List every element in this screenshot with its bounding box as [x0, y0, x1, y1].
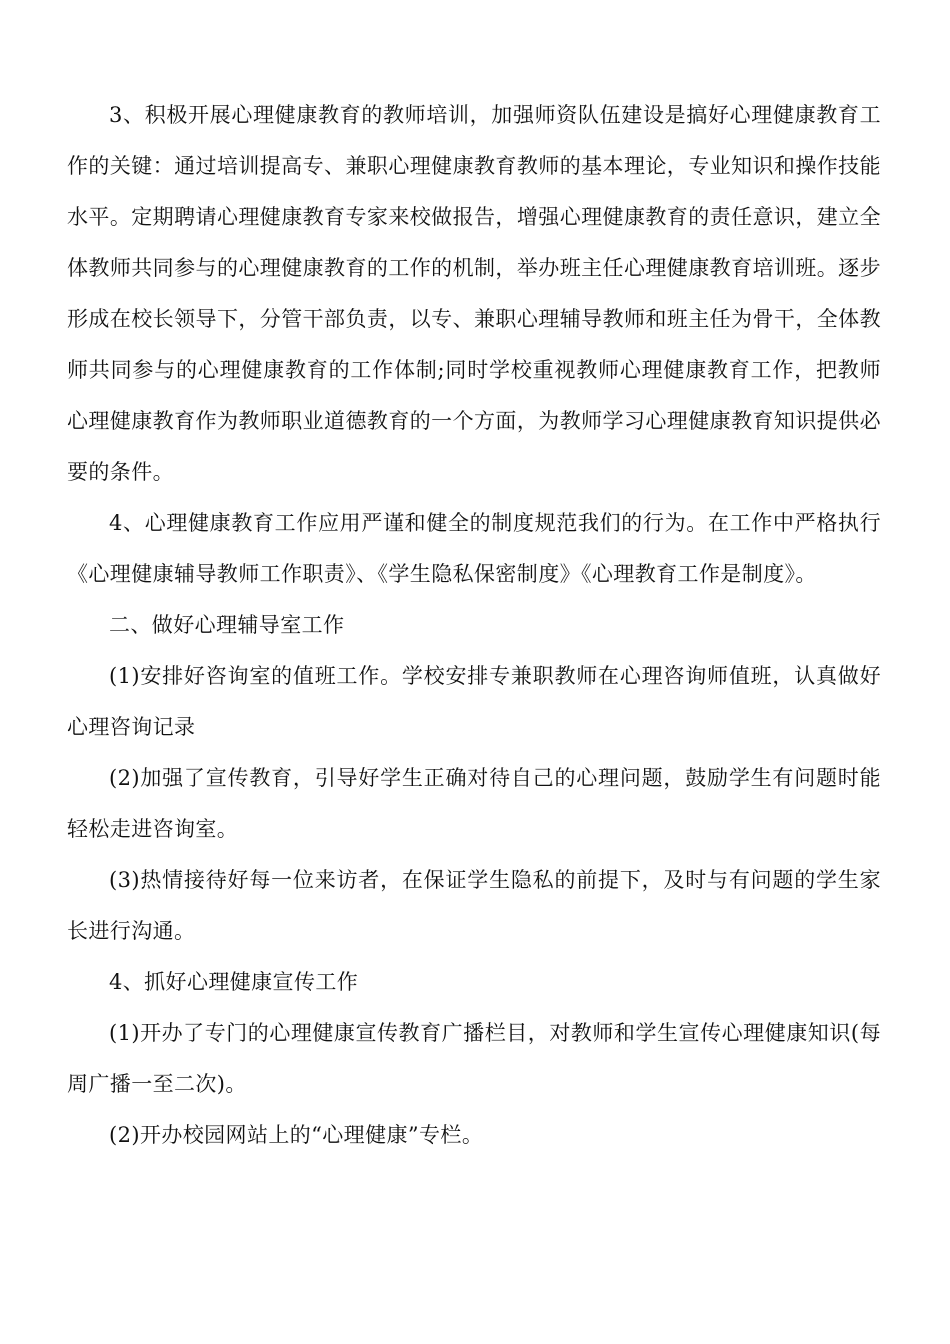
section-heading-counseling-room: 二、做好心理辅导室工作: [109, 613, 345, 637]
list-item-reception-visitors: (3)热情接待好每一位来访者，在保证学生隐私的前提下，及时与有问题的学生家长进行沟通。: [67, 868, 881, 943]
list-item-broadcast-column: (1)开办了专门的心理健康宣传教育广播栏目，对教师和学生宣传心理健康知识(每周广播一至二次)。: [67, 1021, 881, 1096]
list-item-publicity-education: (2)加强了宣传教育，引导好学生正确对待自己的心理问题，鼓励学生有问题时能轻松走进咨询室。: [67, 766, 881, 841]
list-item-duty-schedule: (1)安排好咨询室的值班工作。学校安排专兼职教师在心理咨询师值班，认真做好心理咨询记录: [67, 664, 881, 739]
list-item-website-column: (2)开办校园网站上的“心理健康”专栏。: [109, 1123, 484, 1147]
paragraph-teacher-training: 3、积极开展心理健康教育的教师培训，加强师资队伍建设是搞好心理健康教育工作的关键：通过培训提高专、兼职心理健康教育教师的基本理论，专业知识和操作技能水平。定期聘请心理健康教育专家来校做报告，增强心理健康教育的责任意识，建立全体教师共同参与的心理健康教育的工作的机制，举办班主任心理健康教育培训班。逐步形成在校长领导下，分管干部负责，以专、兼职心理辅导教师和班主任为骨干，全体教师共同参与的心理健康教育的工作体制;同时学校重视教师心理健康教育工作，把教师心理健康教育作为教师职业道德教育的一个方面，为教师学习心理健康教育知识提供必要的条件。: [67, 103, 881, 484]
section-heading-publicity-work: 4、抓好心理健康宣传工作: [109, 970, 359, 994]
document-body: [67, 90, 881, 1161]
paragraph-rules-system: 4、心理健康教育工作应用严谨和健全的制度规范我们的行为。在工作中严格执行《心理健康辅导教师工作职责》、《学生隐私保密制度》《心理教育工作是制度》。: [67, 511, 881, 586]
